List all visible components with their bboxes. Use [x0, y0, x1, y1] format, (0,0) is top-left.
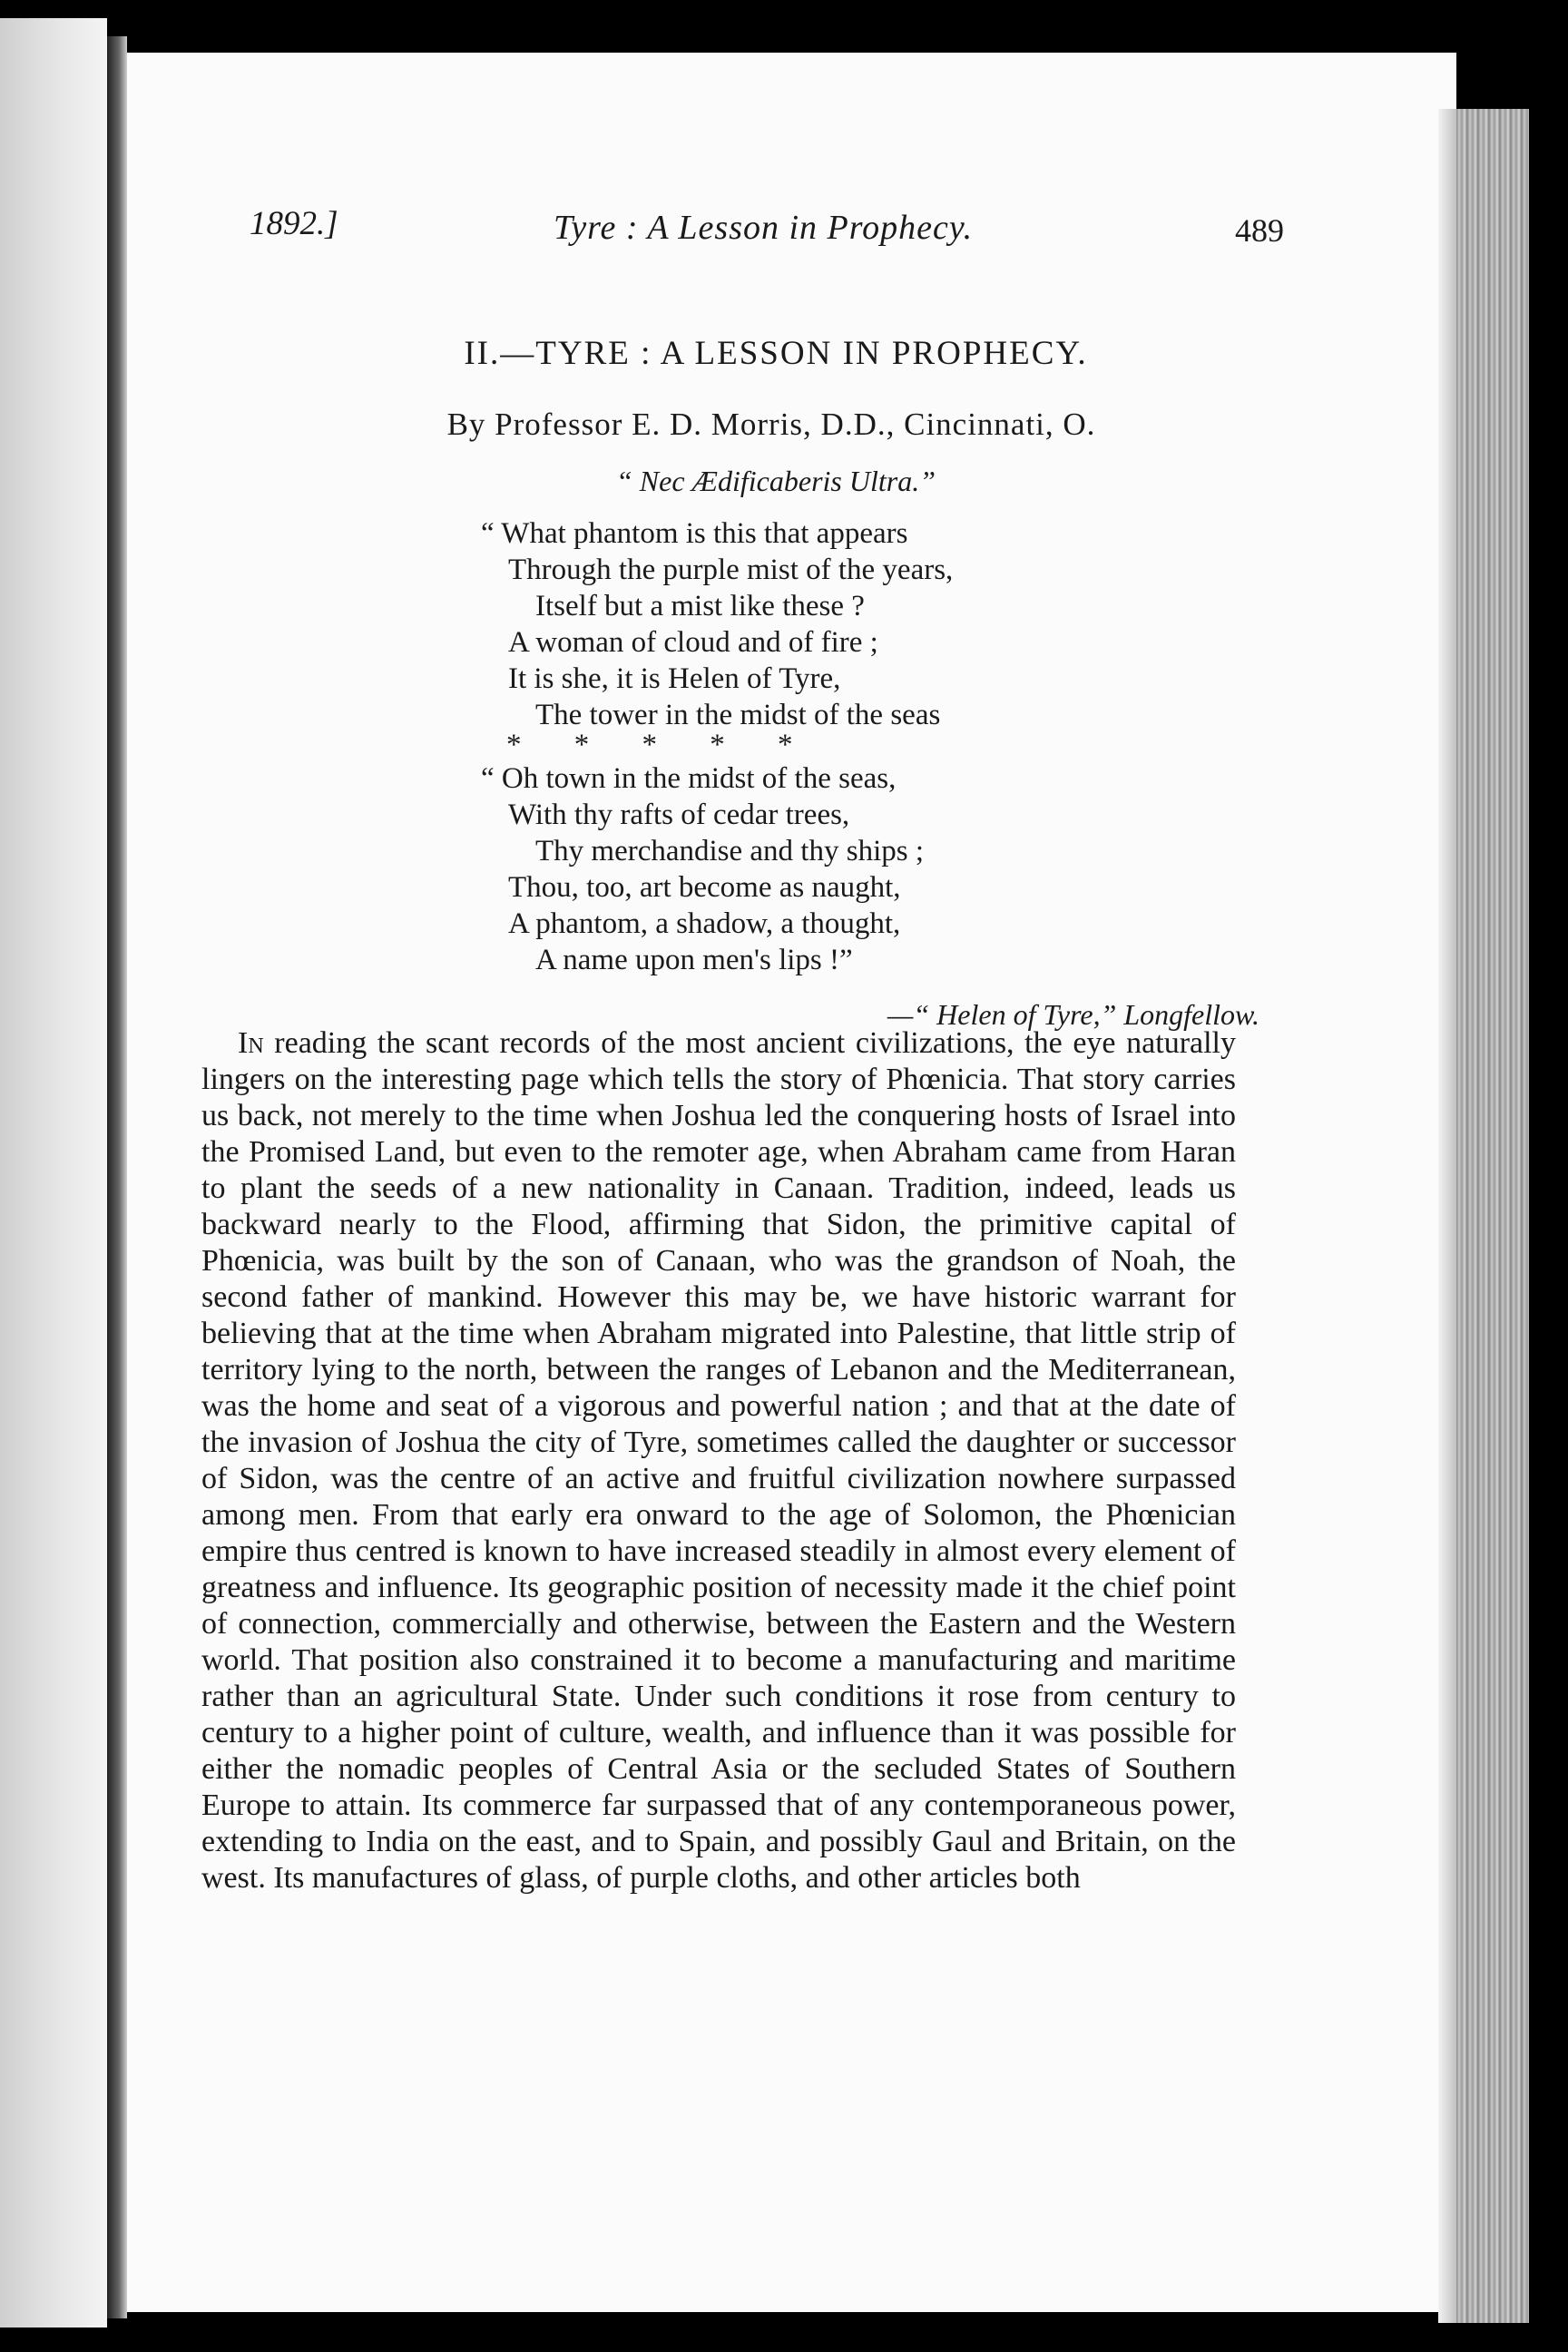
poem-line: It is she, it is Helen of Tyre, — [508, 662, 841, 695]
poem-line: A phantom, a shadow, a thought, — [508, 907, 901, 940]
running-head-year: 1892.] — [250, 205, 338, 242]
page-edge-shadow — [1438, 109, 1458, 2323]
epigraph-poem — [481, 515, 1116, 978]
body-paragraph — [201, 1025, 1236, 1896]
page-number: 489 — [1235, 212, 1284, 249]
running-head — [250, 204, 1284, 268]
article-title: II.—TYRE : A LESSON IN PROPHECY. — [464, 335, 1088, 372]
book-gutter — [107, 36, 127, 2318]
poem-line: Itself but a mist like these ? — [535, 590, 865, 622]
poem-line: The tower in the midst of the seas — [535, 699, 941, 731]
poem-line: With thy rafts of cedar trees, — [508, 799, 850, 831]
article-motto: “ Nec Ædificaberis Ultra.” — [615, 465, 936, 497]
facing-page-edge — [0, 18, 107, 2328]
poem-line: Through the purple mist of the years, — [508, 554, 954, 586]
poem-line: A woman of cloud and of fire ; — [508, 626, 878, 659]
paragraph-text: reading the scant records of the most ancient civilizations, the eye naturally lingers on the interesting page which tells the story of Phœnicia. That story carries us back, not merely to the time when Joshua led the conquering hosts of Israel into the Promised Land, but even to the remoter age, when Abraham came from Haran to plant the seeds of a new nationality in Canaan. Tradition, indeed, leads us backward nearly to the Flood, affirming that Sidon, the primitive capital of Phœnicia, was built by the son of Canaan, who was the grandson of Noah, the second father of mankind. However this may be, we have historic warrant for believing that at the time when Abraham migrated into Palestine, that little strip of territory lying to the north, between the ranges of Lebanon and the Mediterranean, was the home and seat of a vigorous and powerful nation ; and that at the date of the invasion of Joshua the city of Tyre, sometimes called the daughter or successor of Sidon, was the centre of an active and fruitful civilization nowhere surpassed among men. From that early era onward to the age of Solomon, the Phœnician empire thus centred is known to have increased steadily in almost every element of greatness and influence. Its geographic position of necessity made it the chief point of connection, commercially and otherwise, between the Eastern and the Western world. That position also constrained it to become a manufacturing and maritime rather than an agricultural State. Under such conditions it rose from century to century to a higher point of culture, wealth, and influence than it was possible for either the nomadic peoples of Central Asia or the secluded States of Southern Europe to attain. Its commerce far surpassed that of any contemporaneous power, extending to India on the east, and to Spain, and possibly Gaul and Britain, on the west. Its manufactures of glass, of purple cloths, and other articles both — [201, 1026, 1236, 1895]
poem-attribution: —“ Helen of Tyre,” Longfellow. — [887, 998, 1259, 1031]
poem-line: A name upon men's lips !” — [535, 944, 853, 976]
lead-word: In — [238, 1026, 264, 1060]
poem-line: “ Oh town in the midst of the seas, — [481, 762, 897, 795]
poem-ellipsis-stars: * * * * * — [506, 729, 793, 761]
running-head-title: Tyre : A Lesson in Prophecy. — [554, 209, 974, 247]
poem-line: “ What phantom is this that appears — [481, 517, 908, 550]
poem-line: Thou, too, art become as naught, — [508, 871, 901, 904]
book-page-edges — [1456, 109, 1529, 2323]
body-text — [201, 1025, 1236, 1896]
poem-line: Thy merchandise and thy ships ; — [535, 835, 925, 867]
article-byline: By Professor E. D. Morris, D.D., Cincinnati, O. — [446, 407, 1096, 442]
